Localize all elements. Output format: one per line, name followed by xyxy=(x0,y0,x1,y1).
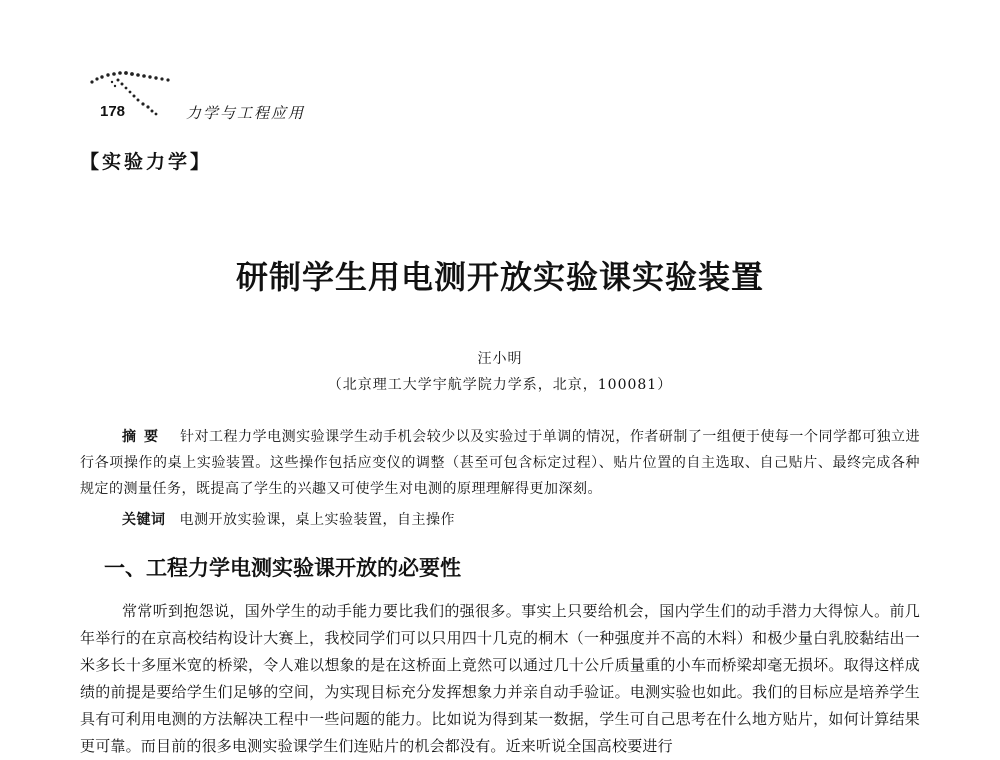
author-name: 汪小明 xyxy=(477,351,523,367)
abstract-text: 针对工程力学电测实验课学生动手机会较少以及实验过于单调的情况，作者研制了一组便于使每一个同学都可独立进行各项操作的桌上实验装置。这些操作包括应变仪的调整（甚至可包含标定过程）、贴片位置的自主选取、自己贴片、最终完成各种规定的测量任务，既提高了学生的兴趣又可使学生对电测的原理理解得更加深刻。 xyxy=(80,429,921,497)
journal-name: 力学与工程应用 xyxy=(186,104,306,122)
section-tag: 【实验力学】 xyxy=(80,151,213,173)
article-title: 研制学生用电测开放实验课实验装置 xyxy=(235,258,764,296)
keywords-label: 关键词 xyxy=(122,512,166,528)
abstract xyxy=(80,424,920,502)
section-heading: 一、工程力学电测实验课开放的必要性 xyxy=(104,556,461,580)
abstract-label: 摘要 xyxy=(122,429,167,445)
keywords xyxy=(122,509,920,529)
page-number: 178 xyxy=(100,103,126,120)
body-paragraph: 常常听到抱怨说，国外学生的动手能力要比我们的强很多。事实上只要给机会，国内学生们的动手潜力大得惊人。前几年举行的在京高校结构设计大赛上，我校同学们可以只用四十几克的桐木（一种强度并不高的木料）和极少量白乳胶黏结出一米多长十多厘米宽的桥梁，令人难以想象的是在这桥面上竟然可以通过几十公斤质量重的小车而桥梁却毫无损坏。取得这样成绩的前提是要给学生们足够的空间，为实现目标充分发挥想象力并亲自动手验证。电测实验也如此。我们的目标应是培养学生具有可利用电测的方法解决工程中一些问题的能力。比如说为得到某一数据，学生可自己思考在什么地方贴片，如何计算结果更可靠。而目前的很多电测实验课学生们连贴片的机会都没有。近来听说全国高校要进行 xyxy=(80,602,920,755)
author-affiliation: （北京理工大学宇航学院力学系，北京，100081） xyxy=(327,377,673,393)
keywords-text: 电测开放实验课，桌上实验装置，自主操作 xyxy=(179,512,455,528)
